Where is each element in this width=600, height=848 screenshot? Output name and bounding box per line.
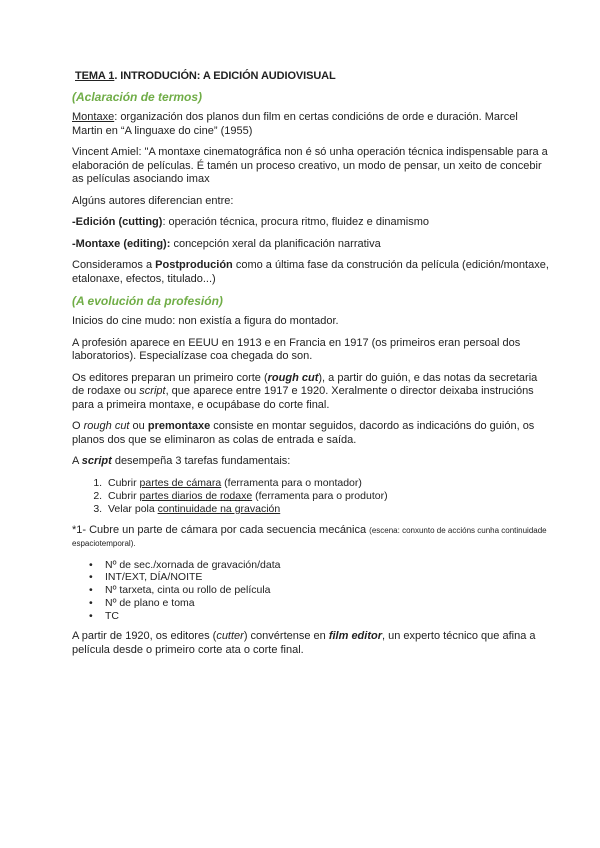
- list-item-text: (ferramenta para o produtor): [252, 489, 388, 502]
- paragraph-text: A partir de 1920, os editores (: [72, 630, 217, 643]
- paragraph-silent-cinema: Inicios do cine mudo: non existía a figura do montador.: [72, 315, 339, 327]
- bullet-icon: •: [89, 584, 93, 597]
- paragraph-script-tasks: [72, 455, 550, 469]
- list-item: [89, 584, 550, 597]
- term-cutter: cutter: [216, 630, 244, 643]
- paragraph-rough-cut: [72, 372, 550, 413]
- bullet-icon: •: [89, 571, 93, 584]
- bullet-icon: •: [89, 596, 93, 609]
- paragraph-amiel-quote: Vincent Amiel: "A montaxe cinematográfica non é só unha operación técnica indispensable para a elaboración de películas. É tamén un proceso creativo, un modo de pensar, un xeito de concebir as películas asociando imax: [72, 146, 548, 185]
- paragraph-postproducion: [72, 259, 550, 286]
- term-rough-cut: rough cut: [267, 371, 319, 384]
- list-item-text: Nº tarxeta, cinta ou rollo de película: [105, 584, 271, 597]
- list-item: [105, 490, 550, 503]
- paragraph-text: ), a partir do guión, e das notas da secretaria de rodaxe ou: [72, 371, 538, 397]
- term-script: script: [139, 385, 166, 397]
- list-item-text: Nº de plano e toma: [105, 596, 195, 609]
- paragraph-authors: Algúns autores diferencian entre:: [72, 194, 234, 207]
- term-edicion: -Edición (cutting): [72, 216, 163, 228]
- term-montaxe-editing: -Montaxe (editing):: [72, 237, 171, 250]
- list-item-underlined: partes de cámara: [139, 476, 222, 489]
- paragraph-text: ou: [129, 420, 148, 432]
- paragraph-text: ) convértense en: [243, 630, 329, 643]
- list-item: [89, 609, 550, 623]
- paragraph-text: como a última fase da construción da película (edición/montaxe, etalonaxe, efectos, titulado...): [72, 259, 549, 285]
- list-item: [89, 571, 550, 584]
- paragraph-film-editor: [72, 630, 550, 657]
- list-item-text: Cubrir: [108, 476, 140, 489]
- list-item-underlined: partes diarios de rodaxe: [139, 489, 253, 502]
- term-premontaxe: premontaxe: [147, 420, 211, 432]
- term-montaxe: Montaxe: [72, 111, 115, 123]
- paragraph-text: , que aparece entre 1917 e 1920. Xeralmente o director deixaba instrucións para a primeira montaxe, e ocupábase do corte final.: [72, 385, 534, 411]
- section-heading-evolution: (A evolución da profesión): [72, 294, 223, 308]
- camera-report-list: [72, 559, 550, 623]
- term-film-editor: film editor: [328, 630, 382, 643]
- list-item-text: INT/EXT, DÍA/NOITE: [105, 571, 203, 584]
- list-item-text: Nº de sec./xornada de gravación/data: [105, 558, 281, 571]
- paragraph-text: consiste en montar seguidos, dacordo as indicacións do guión, os planos dos que se eliminaron as colas de entrada e saída.: [72, 420, 535, 446]
- paragraph-text: : operación técnica, procura ritmo, fluidez e dinamismo: [162, 216, 430, 228]
- paragraph-profession: A profesión aparece en EEUU en 1913 e en Francia en 1917 (os primeiros eran persoal dos laboratorios). Especialízase coa chegada do son.: [72, 336, 521, 362]
- paragraph-camera-report: [72, 524, 550, 551]
- paragraph-note-small: (escena: conxunto de accións cunha continuidade espaciotemporal).: [72, 525, 547, 548]
- section-heading-terms: (Aclaración de termos): [72, 90, 203, 104]
- paragraph-text: O: [72, 420, 84, 432]
- list-item-text: (ferramenta para o montador): [221, 476, 362, 489]
- list-item-text: Cubrir: [108, 489, 140, 502]
- title-rest: . INTRODUCIÓN: A EDICIÓN AUDIOVISUAL: [114, 70, 336, 82]
- document-title: [75, 70, 550, 82]
- paragraph-premontaxe: [72, 420, 550, 447]
- paragraph-text: Consideramos a: [72, 259, 156, 271]
- paragraph-montaxe-editing: [72, 238, 550, 252]
- bullet-icon: •: [89, 558, 93, 571]
- paragraph-text: desempeña 3 tarefas fundamentais:: [111, 455, 291, 467]
- list-item: [89, 596, 550, 610]
- list-item: [105, 503, 550, 516]
- paragraph-text: concepción xeral da planificación narrativa: [170, 237, 381, 250]
- paragraph-text: : organización dos planos dun film en certas condicións de orde e duración. Marcel Martin en “A linguaxe do cine” (1955): [72, 111, 518, 137]
- list-item-text: TC: [105, 609, 119, 622]
- paragraph-text: *1- Cubre un parte de cámara por cada secuencia mecánica: [72, 523, 370, 536]
- paragraph-text: Os editores preparan un primeiro corte (: [72, 371, 268, 384]
- paragraph-montaxe: [72, 111, 550, 138]
- term-rough-cut-italic: rough cut: [83, 420, 130, 432]
- term-postproducion: Postprodución: [155, 259, 233, 271]
- term-script-bold: script: [81, 455, 112, 467]
- list-item-text: Velar pola: [108, 502, 158, 515]
- paragraph-text: A: [72, 455, 82, 467]
- title-prefix: TEMA 1: [75, 70, 115, 82]
- bullet-icon: •: [89, 609, 93, 622]
- list-item-underlined: continuidade na gravación: [157, 502, 281, 515]
- paragraph-text: , un experto técnico que afina a película desde o primeiro corte ata o corte final.: [72, 630, 536, 656]
- list-item: [89, 558, 550, 572]
- paragraph-edicion: [72, 216, 550, 230]
- tasks-list: [72, 477, 550, 516]
- list-item: [105, 477, 550, 490]
